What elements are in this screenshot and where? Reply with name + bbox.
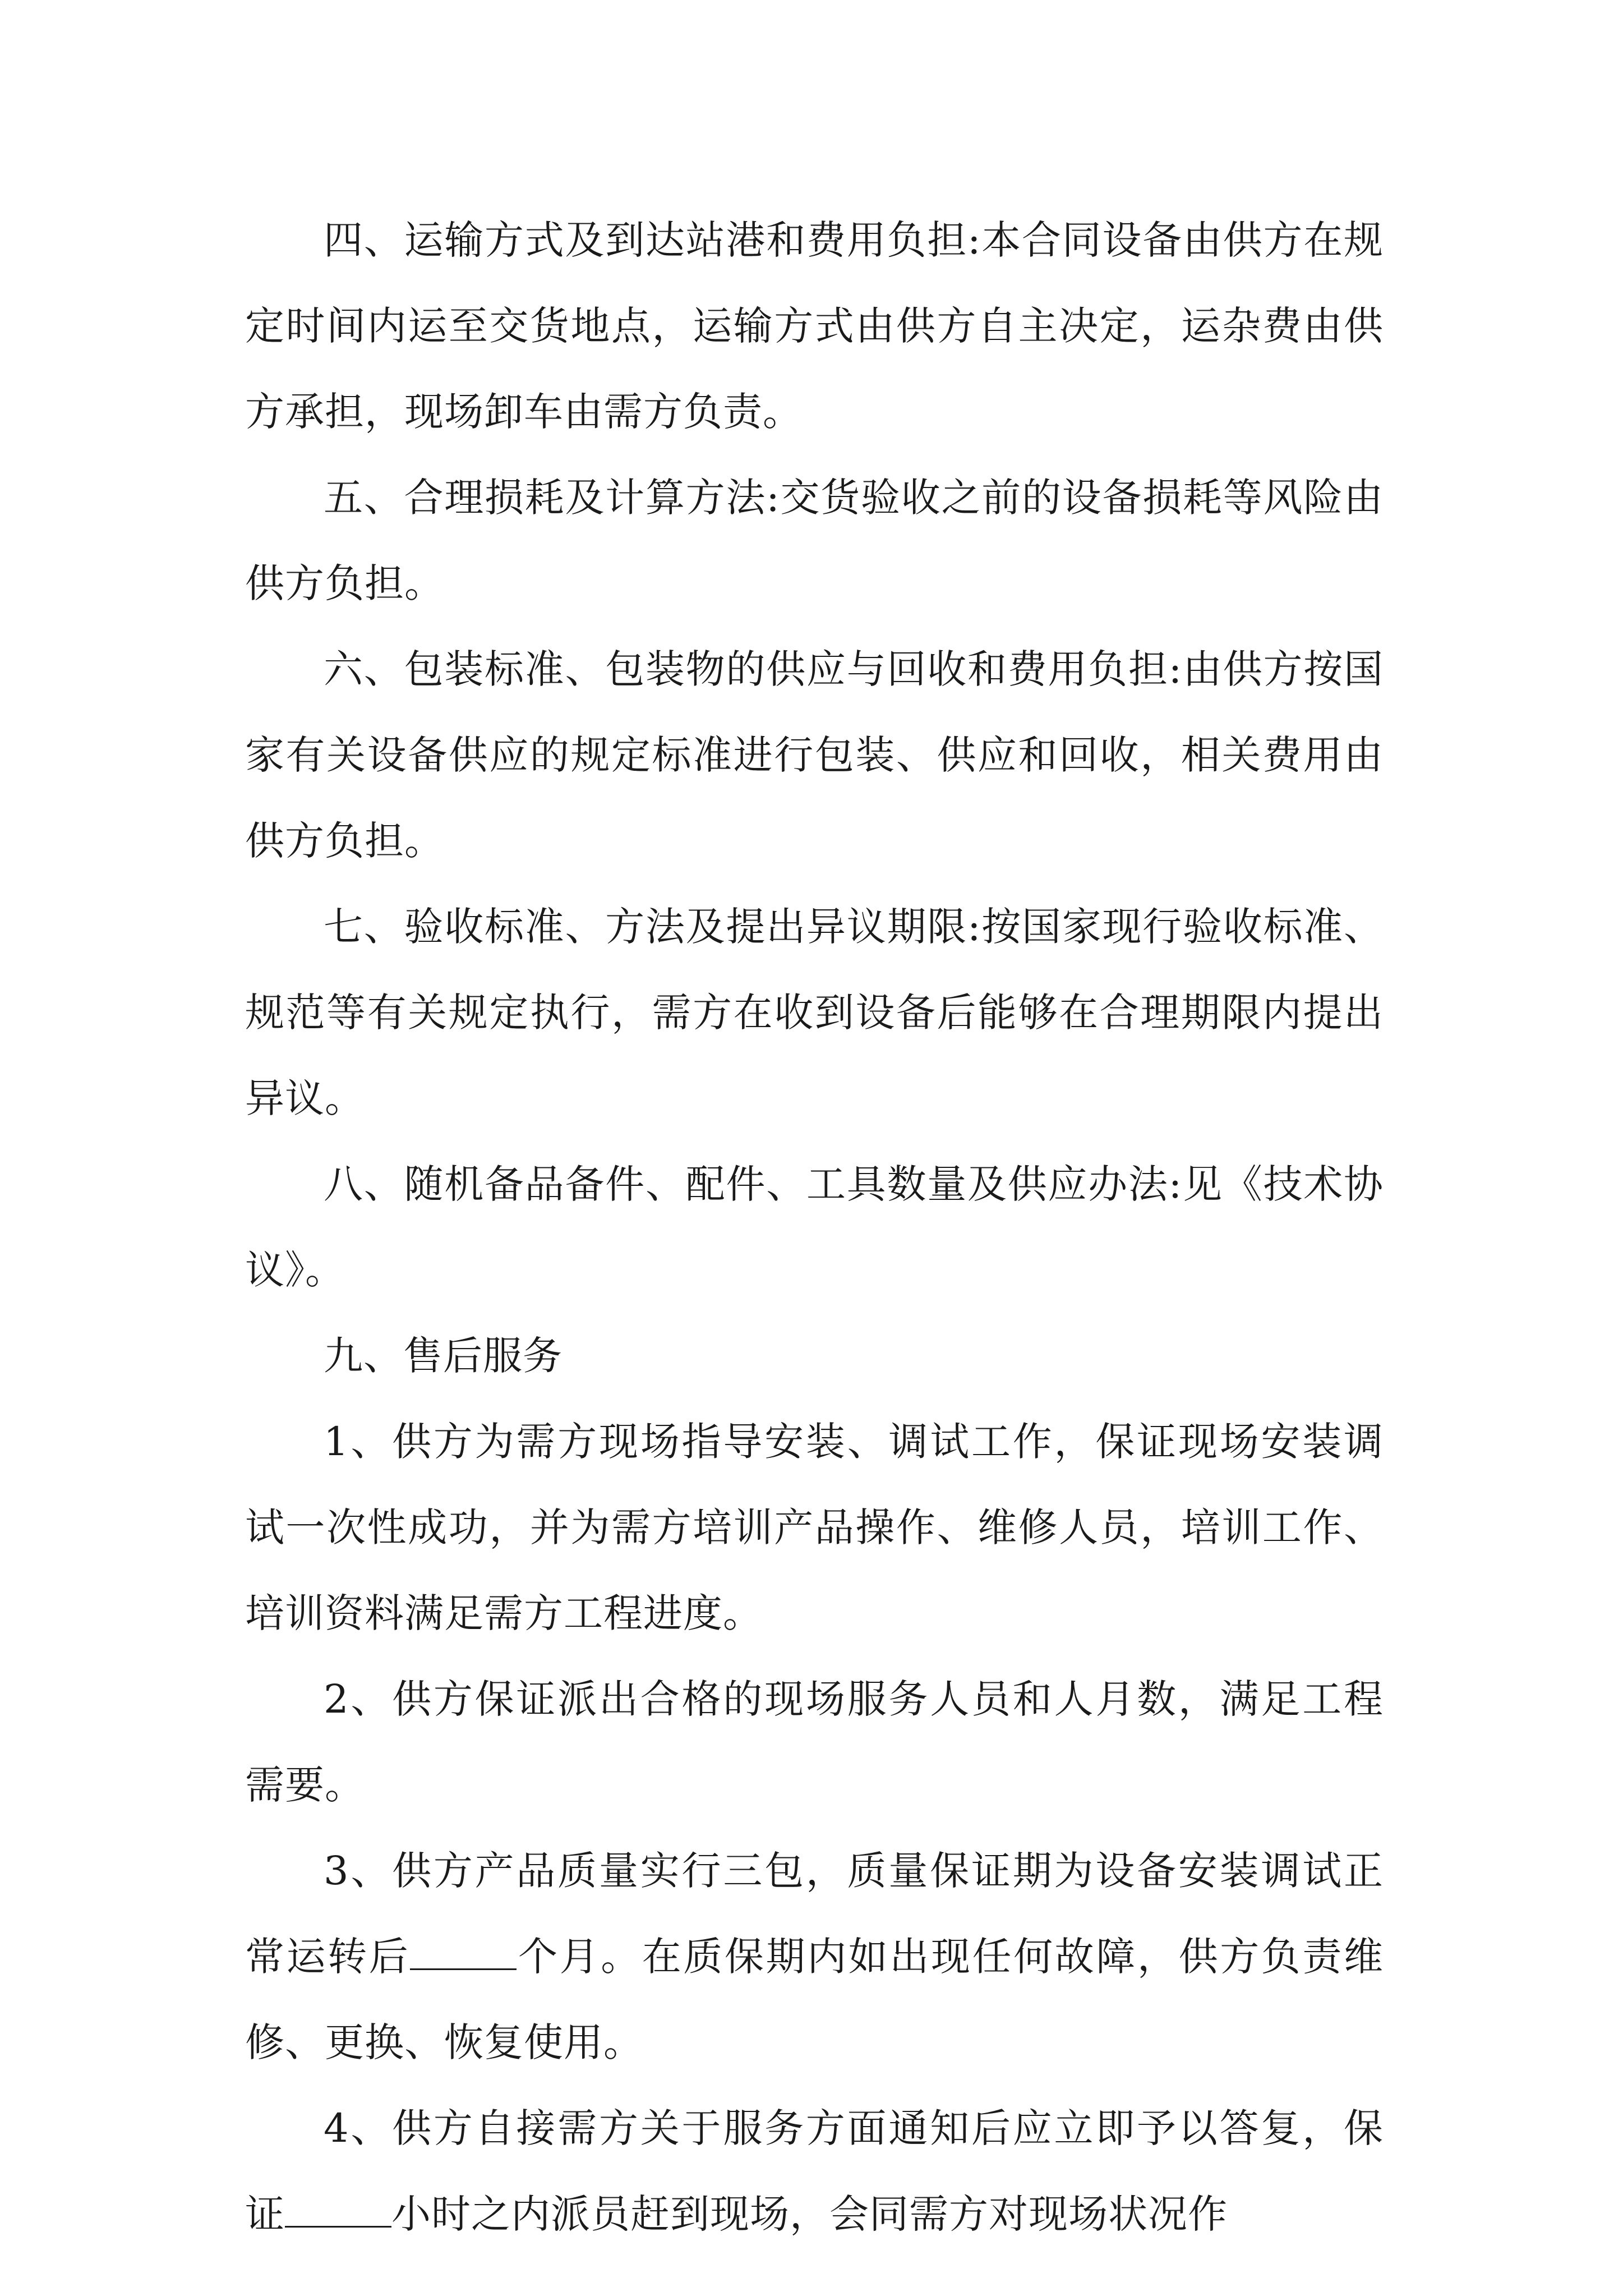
after-sales-4-text-before: 4、供方自接需方关于服务方面通知后应立即予以答复，保证 <box>245 2105 1384 2237</box>
paragraph-after-sales-1: 1、供方为需方现场指导安装、调试工作，保证现场安装调试一次性成功，并为需方培训产品操作、维修人员，培训工作、培训资料满足需方工程进度。 <box>245 1419 1384 1636</box>
after-sales-4-text-after: 小时之内派员赶到现场，会同需方对现场状况作 <box>391 2191 1228 2237</box>
document-body <box>245 197 1384 2257</box>
paragraph-after-sales-3 <box>245 1828 1384 2086</box>
paragraph-after-sales-2: 2、供方保证派出合格的现场服务人员和人月数，满足工程需要。 <box>245 1676 1384 1808</box>
paragraph-acceptance: 七、验收标准、方法及提出异议期限:按国家现行验收标准、规范等有关规定执行，需方在收到设备后能够在合理期限内提出异议。 <box>245 904 1384 1121</box>
after-sales-3-text-after: 个月。在质保期内如出现任何故障，供方负责维修、更换、恢复使用。 <box>245 1934 1384 2065</box>
paragraph-transport: 四、运输方式及到达站港和费用负担:本合同设备由供方在规定时间内运至交货地点，运输方式由供方自主决定，运杂费由供方承担，现场卸车由需方负责。 <box>245 217 1384 435</box>
warranty-months-blank <box>410 1931 517 1971</box>
paragraph-spare-parts: 八、随机备品备件、配件、工具数量及供应办法:见《技术协议》。 <box>245 1161 1384 1293</box>
paragraph-loss: 五、合理损耗及计算方法:交货验收之前的设备损耗等风险由供方负担。 <box>245 475 1384 606</box>
paragraph-after-sales-4 <box>245 2086 1384 2257</box>
paragraph-after-sales-heading: 九、售后服务 <box>324 1333 562 1379</box>
after-sales-3-text-before: 3、供方产品质量实行三包，质量保证期为设备安装调试正常运转后 <box>245 1848 1384 1980</box>
paragraph-packaging: 六、包装标准、包装物的供应与回收和费用负担:由供方按国家有关设备供应的规定标准进行包装、供应和回收，相关费用由供方负担。 <box>245 646 1384 864</box>
response-hours-blank <box>285 2189 391 2228</box>
